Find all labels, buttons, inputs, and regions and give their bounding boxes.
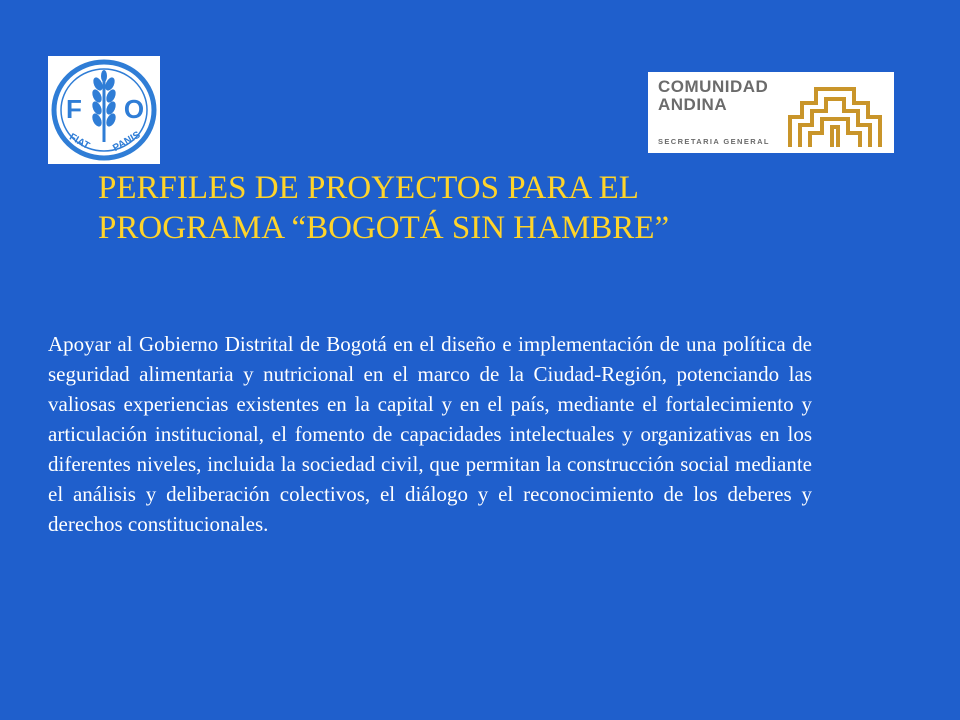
fao-logo: [48, 56, 160, 164]
fao-letter-f: F: [66, 94, 82, 124]
can-logo-subtitle: SECRETARIA GENERAL: [658, 137, 770, 146]
slide-title-line1: PERFILES DE PROYECTOS PARA EL: [98, 170, 639, 206]
can-logo-line2: ANDINA: [658, 95, 728, 114]
slide-title-line2: PROGRAMA “BOGOTÁ SIN HAMBRE”: [98, 210, 670, 246]
comunidad-andina-emblem-icon: [782, 77, 888, 149]
slide-title: [98, 168, 838, 248]
fao-letter-o: O: [123, 94, 145, 124]
fao-motto-right: PANIS: [111, 129, 143, 155]
body-paragraph: Apoyar al Gobierno Distrital de Bogotá en el diseño e implementación de una política de seguridad alimentaria y nutricional en el marco de la Ciudad-Región, potenciando las valiosas experiencias existentes en la capital y en el país, mediante el fortalecimiento y articulación institucional, el fomento de capacidades intelectuales y organizativas en los diferentes niveles, incluida la sociedad civil, que permitan la construcción social mediante el análisis y deliberación colectivos, el diálogo y el reconocimiento de los deberes y derechos constitucionales.: [48, 332, 812, 536]
fao-wheat-logo-icon: [48, 56, 160, 164]
fao-motto-left: FIAT: [67, 131, 92, 152]
can-logo-line1: COMUNIDAD: [658, 77, 769, 96]
fao-letter-a: A: [103, 154, 105, 155]
comunidad-andina-logo: [648, 72, 894, 153]
